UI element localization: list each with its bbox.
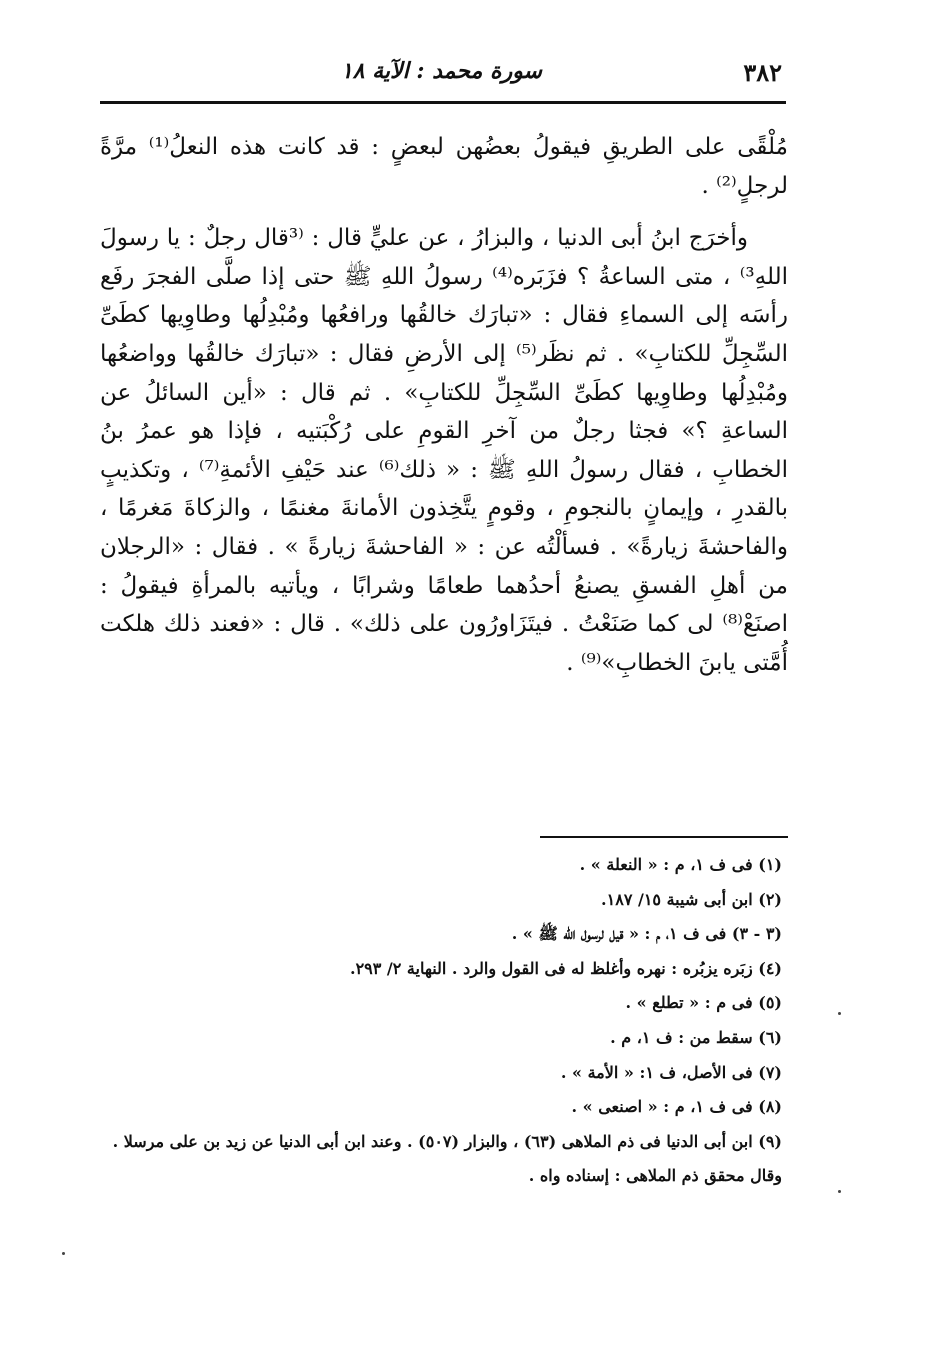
page-number: ٣٨٢ <box>743 58 782 87</box>
footnote-separator <box>540 836 788 838</box>
footnote-item: (٩) ابن أبى الدنيا فى ذم الملاهى (٦٣) ، والبزار (٥٠٧) . وعند ابن أبى الدنيا عن زيد بن على مرسلا . <box>112 1131 782 1151</box>
footnote-item: (٦) سقط من : ف ١، م . <box>610 1027 782 1047</box>
running-title: سورة محمد : الآية ١٨ <box>340 58 542 84</box>
footnote-item: (٨) فى ف ١، م : « اصنعى » . <box>571 1097 782 1117</box>
page-header <box>102 52 782 96</box>
main-text <box>100 128 788 682</box>
footnote-item: (٣ - ٣) فى ف ١، م : « قيل لرسول الله ﷺ » . <box>511 924 782 944</box>
footnote-item: (٧) فى الأصل، ف ١: « الأمة » . <box>560 1062 782 1082</box>
footnote-item: (٢) ابن أبى شيبة ١٥/ ١٨٧. <box>601 889 782 909</box>
scan-speck <box>838 1012 841 1015</box>
footnote-item: (٥) فى م : « تطلع » . <box>625 993 782 1013</box>
paragraph: وأخرَج ابنُ أبى الدنيا ، والبزارُ ، عن عليٍّ قال : ⁽³قال رجلٌ : يا رسولَ اللهِ³⁾ ، متى الساعةُ ؟ فزَبَره⁽⁴⁾ رسولُ اللهِ ﷺ حتى إذا صلَّى الفجرَ رفَع رأسَه إلى السماءِ فقال : «تبارَك خالقُها ورافعُها ومُبْدِلُها وطاوِيها كطَىِّ السِّجِلِّ للكتابِ» . ثم نظَر⁽⁵⁾ إلى الأرضِ فقال : «تبارَك خالقُها وواضعُها ومُبْدِلُها وطاوِيها كطَىِّ السِّجِلِّ للكتابِ» . ثم قال : «أين السائلُ عن الساعةِ ؟» فجثا رجلٌ من آخرِ القومِ على رُكْبَتيه ، فإذا هو عمرُ بنُ الخطابِ ، فقال رسولُ اللهِ ﷺ : « ذلك⁽⁶⁾ عند حَيْفِ الأئمةِ⁽⁷⁾ ، وتكذيبٍ بالقدرِ ، وإيمانٍ بالنجومِ ، وقومٍ يتَّخِذون الأمانةَ مغنمًا ، والزكاةَ مَغرمًا ، والفاحشةَ زيارةً» . فسألْتُه عن : « الفاحشةَ زيارةً » . فقال : «الرجلان من أهلِ الفسقِ يصنعُ أحدُهما طعامًا وشرابًا ، ويأتيه بالمرأةِ فيقولُ : اصنَعْ⁽⁸⁾ لى كما صَنَعْتُ . فيتَزَاورُون على ذلك» . قال : «فعند ذلك هلكت أُمَّتى يابنَ الخطابِ»⁽⁹⁾ . <box>100 225 788 676</box>
footnote-item: (٤) زبَره يزبُره : نهره وأغلظ له فى القول والرد . النهاية ٢/ ٢٩٣. <box>349 958 782 978</box>
header-rule <box>100 101 786 104</box>
footnotes <box>92 848 782 1194</box>
footnote-item: (١) فى ف ١، م : « النعلة » . <box>579 855 782 874</box>
footnote-item: وقال محقق ذم الملاهى : إسناده واه . <box>528 1166 782 1186</box>
paragraph: مُلْقًى على الطريقِ فيقولُ بعضُهن لبعضٍ : قد كانت هذه النعلُ⁽¹⁾ مرَّةً لرجلٍ⁽²⁾ . <box>100 134 788 199</box>
scan-speck <box>62 1252 65 1255</box>
scan-speck <box>838 1190 841 1193</box>
